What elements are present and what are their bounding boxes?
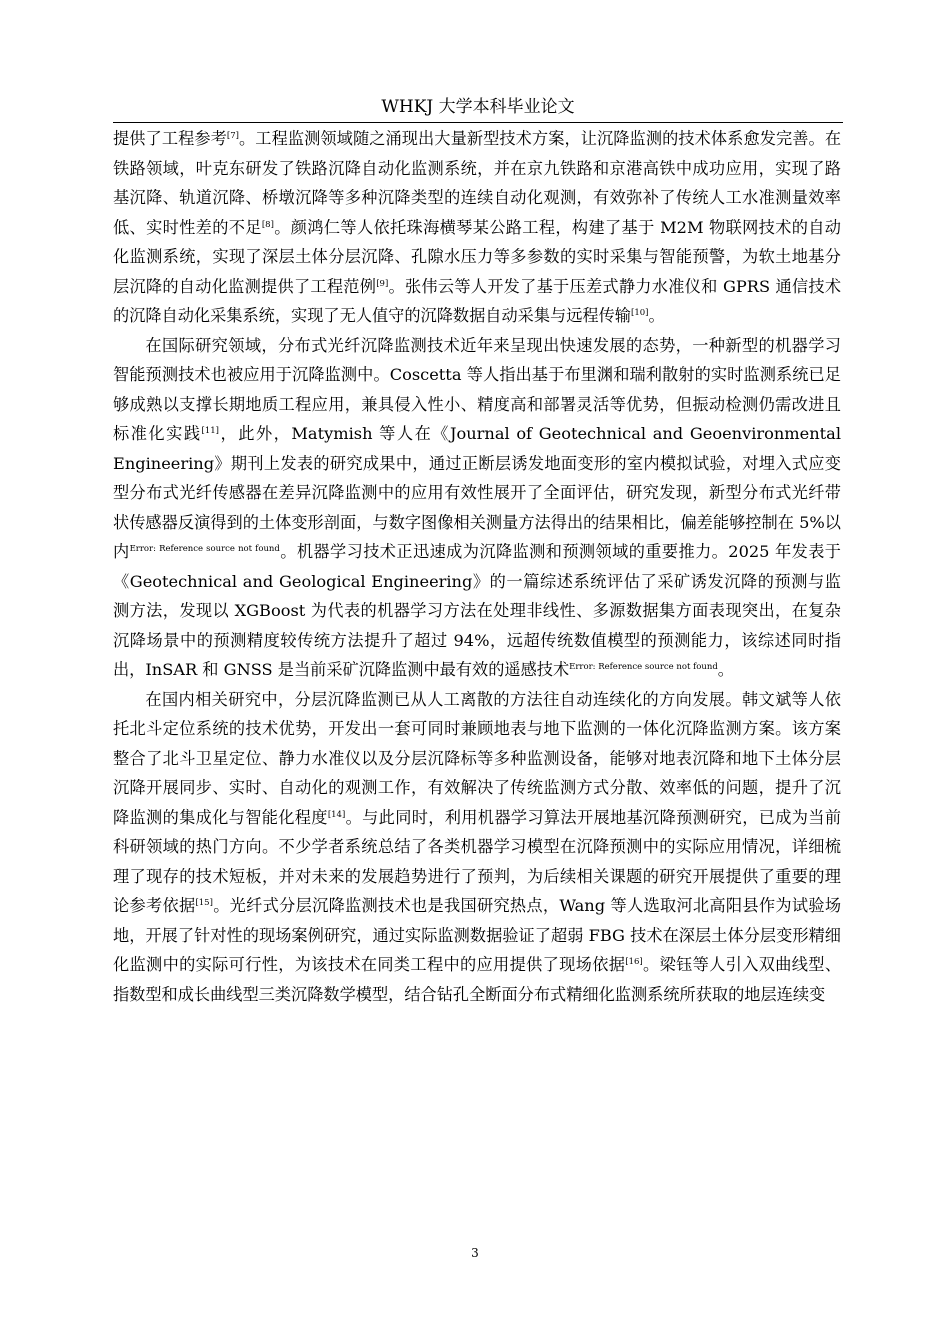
paragraph [113, 685, 841, 1010]
paragraph-text: 提供了工程参考 [113, 129, 227, 148]
paragraph-text: 。机器学习技术正迅速成为沉降监测和预测领域的重要推力。2025 年发表于《Geotechnical and Geological Engineering》的一篇综述系统评估了采矿诱发沉降的预测与监测方法，发现以 XGBoost 为代表的机器学习方法在处理非线性、多源数据集方面表现突出，在复杂沉降场景中的预测精度较传统方法提升了超过 94%，远超传统数值模型的预测能力，该综述同时指出，InSAR 和 GNSS 是当前采矿沉降监测中最有效的遥感技术 [113, 542, 841, 679]
paragraph-text: 。光纤式分层沉降监测技术也是我国研究热点，Wang 等人选取河北高阳县作为试验场地，开展了针对性的现场案例研究，通过实际监测数据验证了超弱 FBG 技术在深层土体分层变形精细化监测中的实际可行性，为该技术在同类工程中的应用提供了现场依据 [113, 896, 842, 974]
paragraph-text: 。工程监测领域随之涌现出大量新型技术方案，让沉降监测的技术体系愈发完善。在铁路领域，叶克东研发了铁路沉降自动化监测系统，并在京九铁路和京港高铁中成功应用，实现了路基沉降、轨道沉降、桥墩沉降等多种沉降类型的连续自动化观测，有效弥补了传统人工水准测量效率低、实时性差的不足 [113, 129, 842, 237]
paragraph-text: 。 [648, 306, 665, 325]
citation-ref: [7] [226, 131, 239, 141]
citation-ref: [15] [195, 898, 213, 908]
citation-ref: [9] [376, 278, 389, 289]
paragraph-text: 。与此同时，利用机器学习算法开展地基沉降预测研究，已成为当前科研领域的热门方向。不少学者系统总结了各类机器学习模型在沉降预测中的实际应用情况，详细梳理了现存的技术短板，并对未来的发展趋势进行了预判，为后续相关课题的研究开展提供了重要的理论参考依据 [113, 807, 842, 915]
citation-ref: [14] [327, 809, 346, 820]
citation-ref: Error: Reference source not found [569, 662, 718, 672]
page-header [113, 94, 843, 120]
header-title: WHKJ 大学本科毕业论文 [381, 97, 575, 117]
header-divider [113, 122, 843, 123]
citation-ref: [11] [201, 426, 219, 436]
paragraph-text: 。颜鸿仁等人依托珠海横琴某公路工程，构建了基于 M2M 物联网技术的自动化监测系统，实现了深层土体分层沉降、孔隙水压力等多参数的实时采集与智能预警，为软土地基分层沉降的自动化监测提供了工程范例 [113, 217, 841, 296]
paragraph-text: 。张伟云等人开发了基于压差式静力水准仪和 GPRS 通信技术的沉降自动化采集系统，实现了无人值守的沉降数据自动采集与远程传输 [113, 276, 842, 325]
citation-ref: [8] [261, 219, 274, 230]
page-number: 3 [471, 1246, 479, 1260]
paragraph-text: 。 [717, 660, 734, 679]
paragraph [113, 124, 841, 331]
paragraph-text: 。梁钰等人引入双曲线型、指数型和成长曲线型三类沉降数学模型，结合钻孔全断面分布式精细化监测系统所获取的地层连续变 [113, 955, 842, 1004]
citation-ref: [16] [625, 957, 643, 967]
citation-ref: [10] [631, 308, 649, 318]
paragraph-text: ，此外，Matymish 等人在《Journal of Geotechnical and Geoenvironmental Engineering》期刊上发表的研究成果中，通过正断层诱发地面变形的室内模拟试验，对埋入式应变型分布式光纤传感器在差异沉降监测中的应用有效性展开了全面评估，研究发现，新型分布式光纤带状传感器反演得到的土体变形剖面，与数字图像相关测量方法得出的结果相比，偏差能够控制在 5%以内 [113, 424, 841, 561]
paragraph-text: 在国内相关研究中，分层沉降监测已从人工离散的方法往自动连续化的方向发展。韩文斌等人依托北斗定位系统的技术优势，开发出一套可同时兼顾地表与地下监测的一体化沉降监测方案。该方案整合了北斗卫星定位、静力水准仪以及分层沉降标等多种监测设备，能够对地表沉降和地下土体分层沉降开展同步、实时、自动化的观测工作，有效解决了传统监测方式分散、效率低的问题，提升了沉降监测的集成化与智能化程度 [113, 689, 841, 827]
paragraph [113, 331, 841, 685]
paragraph-text: 在国际研究领域，分布式光纤沉降监测技术近年来呈现出快速发展的态势，一种新型的机器学习智能预测技术也被应用于沉降监测中。Coscetta 等人指出基于布里渊和瑞利散射的实时监测系统已足够成熟以支撑长期地质工程应用，兼具侵入性小、精度高和部署灵活等优势，但振动检测仍需改进且标准化实践 [113, 335, 841, 443]
citation-ref: Error: Reference source not found [129, 544, 280, 554]
body-text [113, 124, 841, 1009]
